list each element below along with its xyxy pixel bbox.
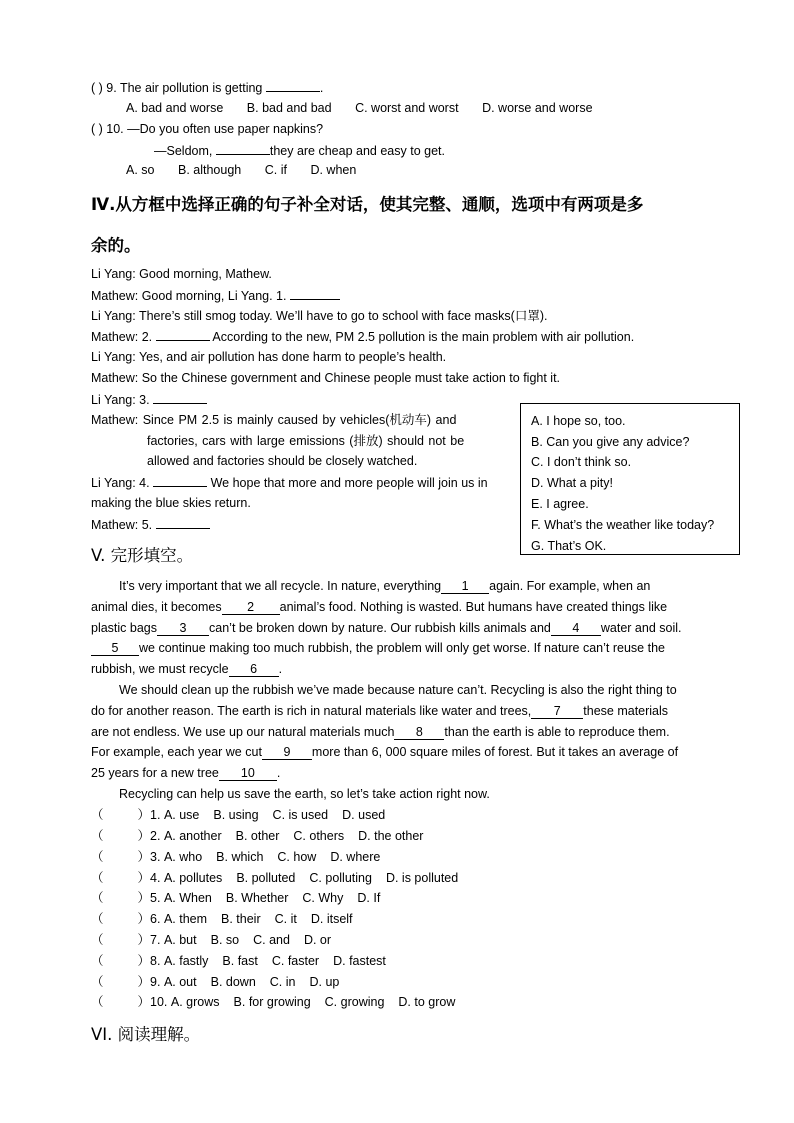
option: D. when: [310, 163, 357, 177]
dialog-line: Mathew: 5.: [91, 516, 210, 533]
question-9-options: [126, 100, 613, 116]
cloze-question: （ ）1. A. use B. using C. is used D. used: [91, 808, 386, 822]
box-option: A. I hope so, too.: [531, 414, 626, 428]
cloze-blank: 1: [441, 579, 489, 594]
cloze-line: It’s very important that we all recycle. In nature, everything 1 again. For example, when an: [119, 579, 651, 593]
cloze-line: plastic bags 3 can’t be broken down by nature. Our rubbish kills animals and 4 water and soil.: [91, 621, 682, 635]
dialog-line: Li Yang: There’s still smog today. We’ll have to go to school with face masks(口罩).: [91, 309, 548, 323]
cloze-question: （ ）7. A. but B. so C. and D. or: [91, 933, 332, 947]
option: B. bad and bad: [246, 101, 332, 115]
dialog-line: Li Yang: Yes, and air pollution has done harm to people’s health.: [91, 350, 447, 364]
box-option: B. Can you give any advice?: [531, 435, 690, 449]
cloze-blank: 4: [551, 621, 601, 636]
cloze-line: are not endless. We use up our natural materials much 8 than the earth is able to reproduce them.: [91, 725, 670, 739]
cloze-question: （ ）9. A. out B. down C. in D. up: [91, 975, 340, 989]
answer-blank: [156, 328, 210, 341]
option: C. if: [264, 163, 287, 177]
question-10-stem: ( ) 10. —Do you often use paper napkins?: [91, 122, 324, 136]
answer-blank: [290, 287, 340, 300]
dialog-line: allowed and factories should be closely watched.: [147, 454, 418, 468]
cloze-question: （ ）4. A. pollutes B. polluted C. polluting D. is polluted: [91, 871, 459, 885]
dialog-line: Li Yang: 3.: [91, 391, 207, 408]
cloze-line: do for another reason. The earth is rich in natural materials like water and trees, 7 these materials: [91, 704, 669, 718]
box-option: E. I agree.: [531, 497, 589, 511]
answer-blank: [153, 391, 207, 404]
answer-blank: [153, 474, 207, 487]
option: D. worse and worse: [482, 101, 593, 115]
question-10-reply: —Seldom, they are cheap and easy to get.: [154, 144, 445, 158]
dialog-line: factories, cars with large emissions (排放) should not be: [147, 434, 465, 448]
section-6-heading: VI. 阅读理解。: [91, 1025, 201, 1044]
cloze-blank: 3: [157, 621, 209, 636]
option: A. bad and worse: [126, 101, 224, 115]
dialog-line: Mathew: So the Chinese government and Chinese people must take action to fight it.: [91, 371, 561, 385]
box-option: D. What a pity!: [531, 476, 613, 490]
cloze-blank: 5: [91, 641, 139, 656]
cloze-line: For example, each year we cut 9 more than 6, 000 square miles of forest. But it takes an average of: [91, 745, 679, 759]
dialog-line: Li Yang: Good morning, Mathew.: [91, 267, 272, 281]
cloze-question: （ ）3. A. who B. which C. how D. where: [91, 850, 381, 864]
answer-blank: [216, 142, 270, 155]
cloze-question: （ ）8. A. fastly B. fast C. faster D. fastest: [91, 954, 386, 968]
section-4-heading: Ⅳ.从方框中选择正确的句子补全对话，使其完整、通顺，选项中有两项是多: [91, 195, 644, 214]
dialog-line: making the blue skies return.: [91, 496, 251, 510]
cloze-question: （ ）6. A. them B. their C. it D. itself: [91, 912, 353, 926]
box-option: G. That’s OK.: [531, 539, 607, 553]
cloze-question: （ ）10. A. grows B. for growing C. growing D. to grow: [91, 995, 456, 1009]
dialog-line: Li Yang: 4. We hope that more and more people will join us in: [91, 476, 488, 490]
cloze-blank: 10: [219, 766, 277, 781]
cloze-blank: 8: [394, 725, 444, 740]
cloze-line: We should clean up the rubbish we’ve made because nature can’t. Recycling is also the right thing to: [119, 683, 677, 697]
cloze-line: 5 we continue making too much rubbish, the problem will only get worse. If nature can’t reuse the: [91, 640, 665, 656]
answer-blank: [156, 516, 210, 529]
cloze-line: 25 years for a new tree 10 .: [91, 766, 281, 780]
option: C. worst and worst: [355, 101, 459, 115]
question-9-stem: ( ) 9. The air pollution is getting .: [91, 81, 324, 95]
dialog-line: Mathew: Good morning, Li Yang. 1.: [91, 287, 340, 304]
cloze-line: Recycling can help us save the earth, so let’s take action right now.: [119, 787, 490, 801]
cloze-blank: 2: [222, 600, 280, 615]
dialog-line: Mathew: Since PM 2.5 is mainly caused by vehicles(机动车) and: [91, 413, 457, 427]
cloze-question: （ ）2. A. another B. other C. others D. the other: [91, 829, 424, 843]
option: B. although: [177, 163, 242, 177]
box-option: F. What’s the weather like today?: [531, 518, 715, 532]
question-10-options: [126, 162, 376, 178]
section-4-heading-cont: 余的。: [91, 236, 141, 255]
cloze-blank: 6: [229, 662, 279, 677]
box-option: C. I don’t think so.: [531, 455, 632, 469]
dialog-line: Mathew: 2. According to the new, PM 2.5 pollution is the main problem with air pollution.: [91, 330, 635, 344]
cloze-blank: 7: [531, 704, 583, 719]
answer-blank: [266, 79, 320, 92]
cloze-line: rubbish, we must recycle 6 .: [91, 662, 283, 676]
section-5-heading: V. 完形填空。: [91, 546, 194, 565]
cloze-blank: 9: [262, 745, 312, 760]
cloze-question: （ ）5. A. When B. Whether C. Why D. If: [91, 891, 381, 905]
cloze-line: animal dies, it becomes 2 animal’s food. Nothing is wasted. But humans have created things like: [91, 600, 668, 614]
options-box: [520, 403, 740, 555]
option: A. so: [126, 163, 155, 177]
